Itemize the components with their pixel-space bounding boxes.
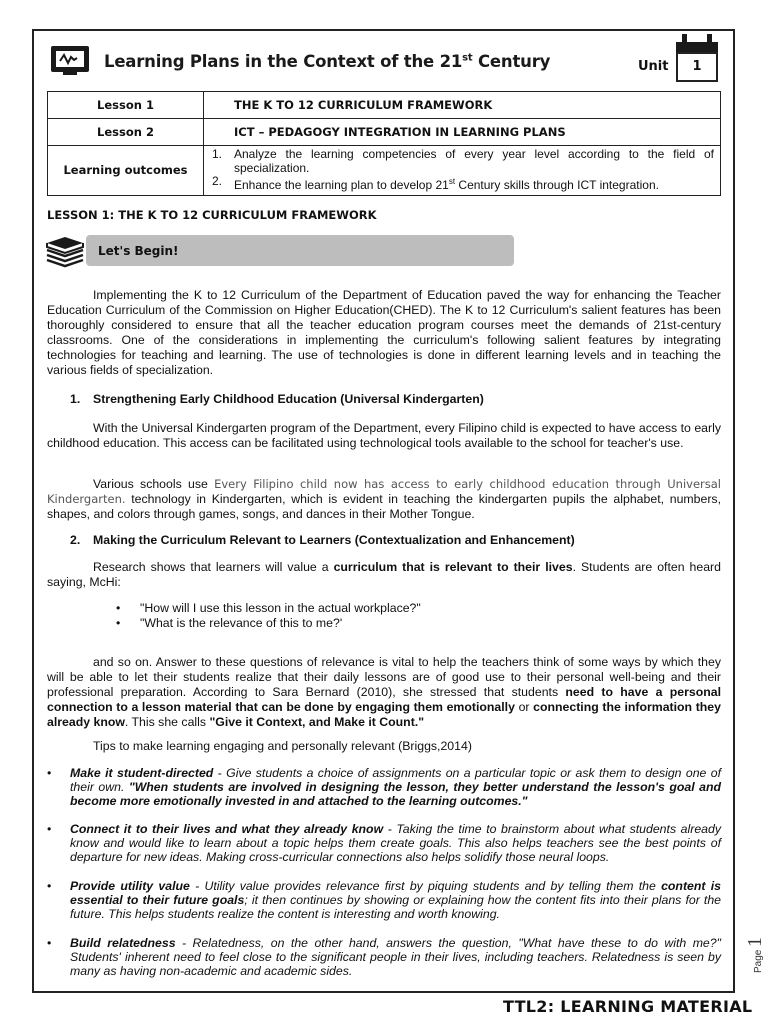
lesson-1-title: THE K TO 12 CURRICULUM FRAMEWORK (204, 92, 721, 119)
section-2-heading: Making the Curriculum Relevant to Learners (Contextualization and Enhancement) (93, 533, 575, 547)
section-2-paragraph-2: and so on. Answer to these questions of relevance is vital to help the teachers think of some ways by which they will be able to let their students realize that their daily lessons are of good use to their personal well-being and their professional preparation. According to Sara Bernard (2010), she stressed that students need to have a personal connection to a lesson material that can be done by engaging them emotionally or connecting the information they already know. This she calls "Give it Context, and Make it Count." (47, 655, 721, 729)
quote-item: "How will I use this lesson in the actual workplace?" (140, 601, 421, 615)
section-1-paragraph-1: With the Universal Kindergarten program of the Department, every Filipino child is expected to have access to early childhood education. This access can be facilitated using technological tools available to the school for teacher's use. (47, 421, 721, 450)
bullet-icon: • (47, 766, 52, 780)
page-number: 1 (744, 937, 766, 947)
unit-label: Unit (638, 59, 669, 74)
quote-item: "What is the relevance of this to me?' (140, 616, 343, 630)
page-title: Learning Plans in the Context of the 21st Century (104, 52, 551, 71)
footer-label: TTL2: LEARNING MATERIAL (503, 997, 753, 1016)
tip-item: • Provide utility value - Utility value provides relevance first by piquing students and by telling them the content is essential to their future goals; it then continues by showing or explaining how the content fits into their plans for the future. This helps students realize the content is interesting and worth knowing. (47, 879, 721, 921)
tip-item: • Make it student-directed - Give students a choice of assignments on a particular topic or ask them to design one of their own. "When students are involved in designing the lesson, they better understand the lesson's goal and become more emotionally invested in and attached to the learning outcomes." (47, 766, 721, 808)
page-number-label (740, 925, 768, 975)
tip-item: • Build relatedness - Relatedness, on the other hand, answers the question, "What have these to do with me?" Students' inherent need to feel close to the significant people in their lives, including teachers. Relatedness is seen by many as having non-academic and academic sides. (47, 936, 721, 978)
section-1-heading: Strengthening Early Childhood Education (Universal Kindergarten) (93, 392, 484, 406)
section-2-paragraph-1: Research shows that learners will value a curriculum that is relevant to their lives. Students are often heard saying, McHi: (47, 560, 721, 589)
list-item: 1. Analyze the learning competencies of every year level according to the field of specialization. (212, 147, 714, 175)
table-row (48, 119, 721, 146)
learning-outcomes-cell (204, 146, 721, 196)
section-1-number: 1. (70, 392, 81, 406)
bullet-icon: • (47, 879, 52, 893)
list-item: 2. Enhance the learning plan to develop 21st Century skills through ICT integration. (212, 174, 659, 192)
lets-begin-label: Let's Begin! (98, 244, 179, 258)
lesson-1-label: Lesson 1 (48, 92, 204, 119)
lesson-heading: LESSON 1: THE K TO 12 CURRICULUM FRAMEWORK (47, 208, 377, 222)
bullet-icon: • (47, 936, 52, 950)
lesson-2-label: Lesson 2 (48, 119, 204, 146)
lesson-2-title: ICT – PEDAGOGY INTEGRATION IN LEARNING PLANS (204, 119, 721, 146)
calendar-icon (674, 32, 720, 54)
learning-outcomes-label: Learning outcomes (48, 146, 204, 196)
outcomes-list (212, 148, 714, 193)
bullet-icon: • (47, 822, 52, 836)
table-row (48, 146, 721, 196)
section-1-paragraph-2: Various schools use Every Filipino child now has access to early childhood education through Universal Kindergarten. technology in Kindergarten, which is evident in teaching the kindergarten pupils the alphabet, numbers, shapes, and colors through games, songs, and dances in their Mother Tongue. (47, 477, 721, 521)
unit-number: 1 (676, 52, 718, 82)
lessons-table (47, 91, 721, 196)
monitor-icon (49, 44, 91, 76)
tip-item: • Connect it to their lives and what they already know - Taking the time to brainstorm about what students already know and would like to learn about a topic helps them create goals. This also helps teachers see the best points of departure for new ideas. Making cross-curricular connections also helps solidify those neural loops. (47, 822, 721, 864)
page-word: Page (753, 949, 764, 973)
books-icon (44, 234, 86, 270)
bullet-icon: • (116, 616, 121, 630)
section-2-number: 2. (70, 533, 81, 547)
tips-intro: Tips to make learning engaging and personally relevant (Briggs,2014) (93, 739, 472, 753)
intro-paragraph: Implementing the K to 12 Curriculum of the Department of Education paved the way for enhancing the Teacher Education Curriculum of the Commission on Higher Education(CHED). The K to 12 Curriculum's salient features has been thoroughly considered to ensure that all the teacher education program courses meet the demands of 21st-century classrooms. One of the considerations in implementing the curriculum's following salient features by integrating technologies for teaching and learning. The use of technologies is done in different learning levels and in teaching the various fields of specialization. (47, 288, 721, 377)
table-row (48, 92, 721, 119)
bullet-icon: • (116, 601, 121, 615)
